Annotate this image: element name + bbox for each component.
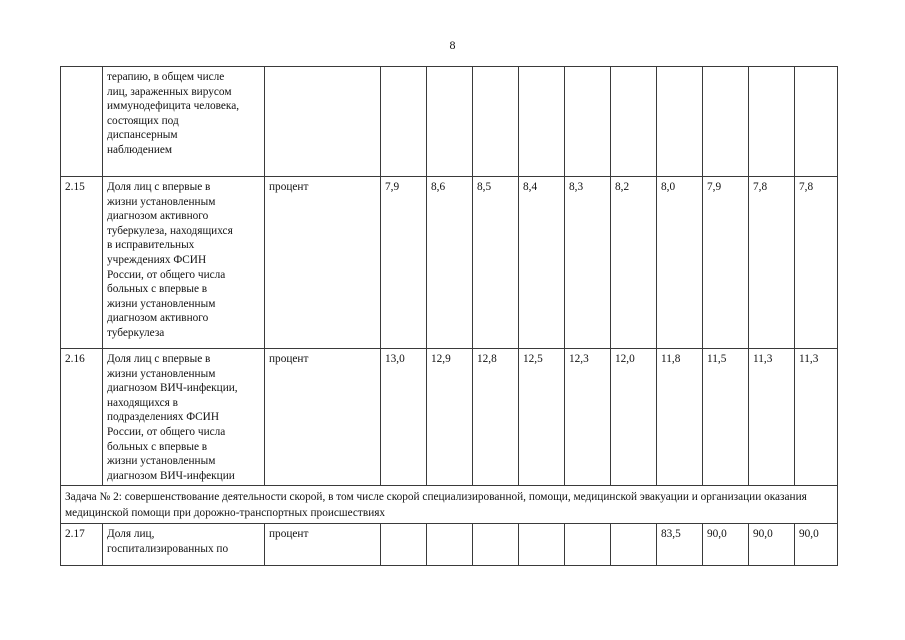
- row-number: 2.16: [61, 349, 103, 486]
- value-cell: [427, 67, 473, 177]
- value-cell: [611, 524, 657, 566]
- value-cell: 12,8: [473, 349, 519, 486]
- value-cell: 8,0: [657, 177, 703, 349]
- row-number: [61, 67, 103, 177]
- value-cell: [381, 67, 427, 177]
- value-cell: 11,3: [795, 349, 838, 486]
- task-heading-row: [61, 486, 838, 524]
- value-cell: 12,5: [519, 349, 565, 486]
- value-cell: 11,5: [703, 349, 749, 486]
- value-cell: [519, 67, 565, 177]
- value-cell: [565, 67, 611, 177]
- table-row: [61, 67, 838, 177]
- value-cell: 12,3: [565, 349, 611, 486]
- value-cell: 90,0: [795, 524, 838, 566]
- value-cell: 7,9: [703, 177, 749, 349]
- value-cell: 11,8: [657, 349, 703, 486]
- indicators-table: [60, 66, 838, 566]
- value-cell: [795, 67, 838, 177]
- indicator-name: Доля лиц с впервые в жизни установленным диагнозом активного туберкулеза, находящихся в исправительных учреждениях ФСИН России, от общего числа больных с впервые в жизни установленным диагнозом активного туберкулеза: [103, 177, 265, 349]
- value-cell: [703, 67, 749, 177]
- table-row: [61, 524, 838, 566]
- value-cell: 83,5: [657, 524, 703, 566]
- indicator-name: Доля лиц с впервые в жизни установленным диагнозом ВИЧ-инфекции, находящихся в подразделениях ФСИН России, от общего числа больных с впервые в жизни установленным диагнозом ВИЧ-инфекции: [103, 349, 265, 486]
- unit-cell: процент: [265, 177, 381, 349]
- value-cell: 11,3: [749, 349, 795, 486]
- indicator-name: терапию, в общем числе лиц, зараженных вирусом иммунодефицита человека, состоящих под диспансерным наблюдением: [103, 67, 265, 177]
- value-cell: [427, 524, 473, 566]
- value-cell: [657, 67, 703, 177]
- value-cell: [519, 524, 565, 566]
- unit-cell: процент: [265, 349, 381, 486]
- unit-cell: процент: [265, 524, 381, 566]
- value-cell: [611, 67, 657, 177]
- value-cell: [565, 524, 611, 566]
- row-number: 2.15: [61, 177, 103, 349]
- value-cell: 7,8: [795, 177, 838, 349]
- value-cell: 13,0: [381, 349, 427, 486]
- value-cell: 7,8: [749, 177, 795, 349]
- value-cell: 8,2: [611, 177, 657, 349]
- value-cell: [473, 67, 519, 177]
- table-row: [61, 349, 838, 486]
- value-cell: 7,9: [381, 177, 427, 349]
- value-cell: [473, 524, 519, 566]
- page-number: 8: [449, 38, 456, 52]
- unit-cell: [265, 67, 381, 177]
- value-cell: 8,4: [519, 177, 565, 349]
- value-cell: 8,3: [565, 177, 611, 349]
- value-cell: 12,9: [427, 349, 473, 486]
- row-number: 2.17: [61, 524, 103, 566]
- indicator-name: Доля лиц, госпитализированных по: [103, 524, 265, 566]
- table-row: [61, 177, 838, 349]
- value-cell: [749, 67, 795, 177]
- value-cell: 90,0: [749, 524, 795, 566]
- value-cell: 90,0: [703, 524, 749, 566]
- task-heading: Задача № 2: совершенствование деятельности скорой, в том числе скорой специализированной, помощи, медицинской эвакуации и организации оказания медицинской помощи при дорожно-транспортных происшествиях: [61, 486, 838, 524]
- value-cell: [381, 524, 427, 566]
- value-cell: 12,0: [611, 349, 657, 486]
- value-cell: 8,6: [427, 177, 473, 349]
- value-cell: 8,5: [473, 177, 519, 349]
